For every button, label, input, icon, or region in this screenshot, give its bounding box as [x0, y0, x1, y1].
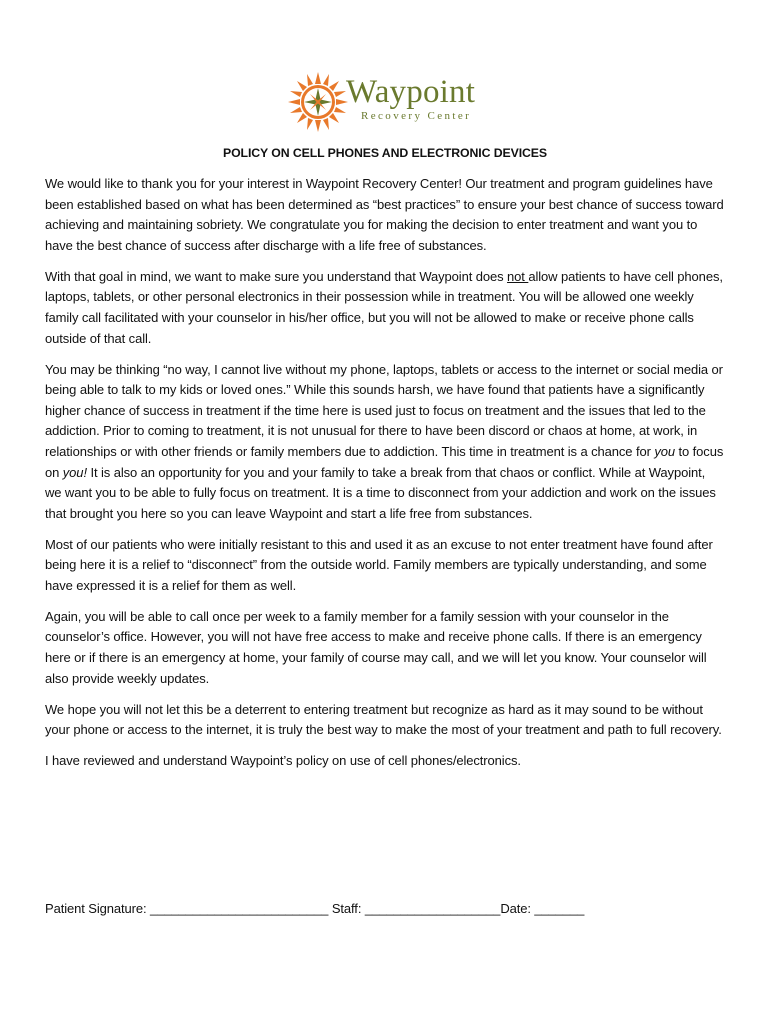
logo-wordmark: Waypoint: [346, 74, 476, 110]
paragraph-reasoning-part-c: It is also an opportunity for you and your family to take a break from that chaos or conflict. While at Waypoint, we want you to be able to fully focus on treatment. It is a time to disconnect from your addiction and work on the issues that brought you here so you can leave Waypoint and start a life free from substances.: [45, 464, 716, 521]
italic-you-1: you: [654, 443, 675, 459]
underlined-not: not: [507, 268, 529, 284]
italic-you-2: you!: [62, 464, 87, 480]
document-body: [45, 174, 725, 782]
waypoint-logo: [286, 70, 486, 130]
document-title: POLICY ON CELL PHONES AND ELECTRONIC DEVICES: [222, 146, 547, 160]
paragraph-policy-part-a: With that goal in mind, we want to make sure you understand that Waypoint does: [45, 268, 508, 284]
paragraph-reasoning-part-b: to focus on: [45, 443, 724, 480]
paragraph-reasoning: [45, 360, 725, 525]
paragraph-hope: We hope you will not let this be a deterrent to entering treatment but recognize as hard as it may sound to be without your phone or access to the internet, it is truly the best way to make the most of your treatment and path to full recovery.: [45, 701, 722, 738]
paragraph-intro: We would like to thank you for your interest in Waypoint Recovery Center! Our treatment and program guidelines have been established based on what has been determined as “best practices” to ensure your best chance of success toward achieving and maintaining sobriety. We congratulate you for making the decision to enter treatment and want you to have the best chance of success after discharge with a life free of substances.: [45, 176, 724, 253]
paragraph-patients: Most of our patients who were initially resistant to this and used it as an excuse to not enter treatment have found after being here it is a relief to “disconnect” from the outside world. Family members are typically understanding, and some have expressed it is a relief for them as well.: [45, 536, 713, 593]
paragraph-calls: Again, you will be able to call once per week to a family member for a family session with your counselor in the counselor’s office. However, you will not have free access to make and receive phone calls. If there is an emergency here or if there is an emergency at home, your family of course may call, and we will let you know. Your counselor will also provide weekly updates.: [45, 608, 707, 686]
paragraph-policy-part-b: allow patients to have cell phones, laptops, tablets, or other personal electronics in their possession while in treatment. You will be allowed one weekly family call facilitated with your counselor in his/her office, but you will not be allowed to make or receive phone calls outside of that call.: [45, 268, 723, 346]
signature-line[interactable]: Patient Signature: _________________________ Staff: ___________________Date: _______: [45, 901, 585, 916]
paragraph-acknowledgement: I have reviewed and understand Waypoint’s policy on use of cell phones/electronics.: [45, 753, 521, 769]
logo-tagline: Recovery Center: [361, 110, 472, 122]
paragraph-reasoning-part-a: You may be thinking “no way, I cannot live without my phone, laptops, tablets or access to the internet or social media or being able to talk to my kids or loved ones.” While this sounds harsh, we have found that patients have a significantly higher chance of success in treatment if the time here is used just to focus on treatment and the issues that led to the addiction. Prior to coming to treatment, it is not unusual for there to have been discord or chaos at home, at work, in relationships or with other friends or family members due to addiction. This time in treatment is a chance for: [45, 361, 723, 459]
paragraph-policy: [45, 267, 725, 349]
compass-rose-icon: [286, 70, 350, 134]
